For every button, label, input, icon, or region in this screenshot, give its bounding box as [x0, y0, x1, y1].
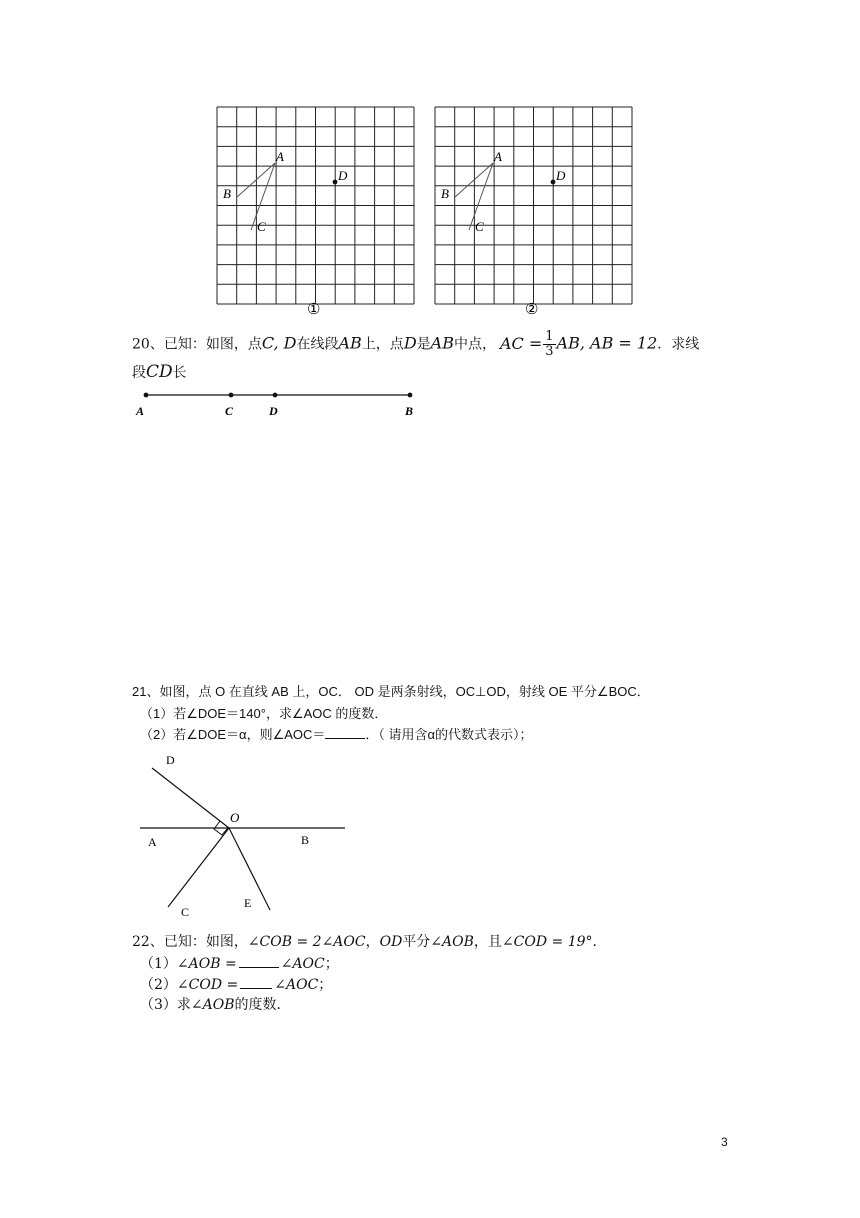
point-label-c: C — [475, 219, 484, 234]
point-label-a: A — [494, 149, 502, 164]
point-label-c: C — [225, 404, 234, 418]
answer-blank[interactable] — [240, 974, 272, 989]
angle-figure-21 — [138, 752, 353, 922]
answer-blank[interactable] — [239, 953, 279, 968]
grid-label: ② — [525, 302, 539, 318]
grid-figure-1 — [215, 105, 418, 323]
answer-blank[interactable] — [325, 724, 365, 739]
point-label-e: E — [244, 896, 252, 910]
q22-line1: 22、已知：如图，∠COB = 2∠AOC，OD平分∠AOB，且∠COD = 19°． — [132, 934, 607, 950]
point-label-o: O — [230, 810, 240, 825]
grid-label: ① — [307, 302, 321, 318]
point-label-d: D — [338, 168, 348, 183]
point-label-a: A — [136, 404, 145, 418]
q21-line2: （1）若∠DOE＝140°，求∠AOC 的度数． — [140, 706, 388, 721]
segment-figure — [130, 388, 430, 424]
point-label-a: A — [148, 835, 157, 849]
fraction: $\frac{1}{3}$ — [545, 329, 554, 359]
point-label-c: C — [257, 219, 266, 234]
q20-line2: 段CD长 — [132, 362, 187, 382]
q22-part3: （3）求∠AOB的度数． — [140, 997, 291, 1013]
point-label-b: B — [441, 186, 449, 201]
point-label-b: B — [405, 404, 414, 418]
point-label-a: A — [276, 149, 284, 164]
point-label-d: D — [269, 404, 278, 418]
q22-part1: （1）∠AOB = ∠AOC； — [140, 953, 339, 974]
point-label-d: D — [556, 168, 566, 183]
point-label-c: C — [181, 905, 190, 919]
grid-figure-2 — [433, 105, 636, 323]
point-label-b: B — [301, 833, 310, 847]
point-label-b: B — [223, 186, 231, 201]
page-number: 3 — [721, 1135, 728, 1149]
q21-line1: 21、如图，点 O 在直线 AB 上，OC． OD 是两条射线，OC⊥OD，射线 OE 平分∠BOC． — [132, 684, 650, 699]
point-label-d: D — [166, 753, 175, 767]
q20-line1: 20、已知：如图，点C, D在线段AB上，点D是AB中点， AC = $\frac{1}{3}$ AB, AB = 12．求线 — [132, 329, 700, 359]
q21-line3: （2）若∠DOE＝α，则∠AOC＝ ．（ 请用含α的代数式表示）； — [140, 724, 533, 745]
q22-part2: （2）∠COD = ∠AOC； — [140, 974, 332, 995]
